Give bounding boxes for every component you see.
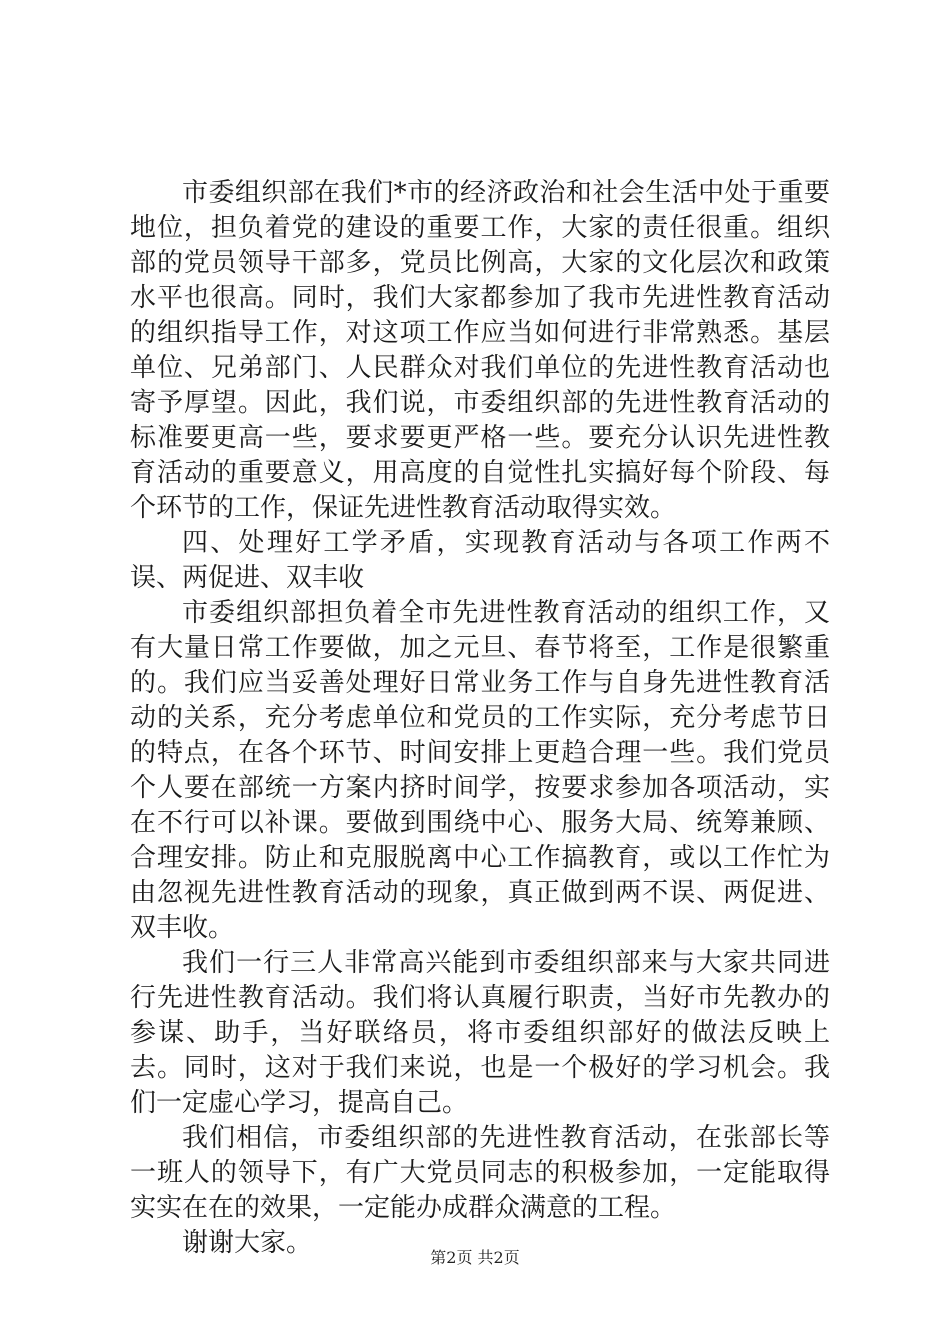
paragraph: 市委组织部担负着全市先进性教育活动的组织工作，又有大量日常工作要做，加之元旦、春节将至，工作是很繁重的。我们应当妥善处理好日常业务工作与自身先进性教育活动的关系，充分考虑单位和党员的工作实际，充分考虑节日的特点，在各个环节、时间安排上更趋合理一些。我们党员个人要在部统一方案内挤时间学，按要求参加各项活动，实在不行可以补课。要做到围绕中心、服务大局、统筹兼顾、合理安排。防止和克服脱离中心工作搞教育，或以工作忙为由忽视先进性教育活动的现象，真正做到两不误、两促进、双丰收。 — [130, 598, 830, 943]
page-footer: 第2页 共2页 — [430, 1248, 520, 1267]
document-body — [130, 176, 830, 1261]
paragraph: 我们一行三人非常高兴能到市委组织部来与大家共同进行先进性教育活动。我们将认真履行职责，当好市先教办的参谋、助手，当好联络员，将市委组织部好的做法反映上去。同时，这对于我们来说，也是一个极好的学习机会。我们一定虚心学习，提高自己。 — [130, 948, 830, 1118]
paragraph: 我们相信，市委组织部的先进性教育活动，在张部长等一班人的领导下，有广大党员同志的积极参加，一定能取得实实在在的效果，一定能办成群众满意的工程。 — [130, 1123, 830, 1223]
section-heading: 四、处理好工学矛盾，实现教育活动与各项工作两不误、两促进、双丰收 — [130, 528, 830, 593]
paragraph: 市委组织部在我们*市的经济政治和社会生活中处于重要地位，担负着党的建设的重要工作，大家的责任很重。组织部的党员领导干部多，党员比例高，大家的文化层次和政策水平也很高。同时，我们大家都参加了我市先进性教育活动的组织指导工作，对这项工作应当如何进行非常熟悉。基层单位、兄弟部门、人民群众对我们单位的先进性教育活动也寄予厚望。因此，我们说，市委组织部的先进性教育活动的标准要更高一些，要求要更严格一些。要充分认识先进性教育活动的重要意义，用高度的自觉性扎实搞好每个阶段、每个环节的工作，保证先进性教育活动取得实效。 — [130, 178, 830, 523]
closing-line: 谢谢大家。 — [182, 1228, 313, 1258]
